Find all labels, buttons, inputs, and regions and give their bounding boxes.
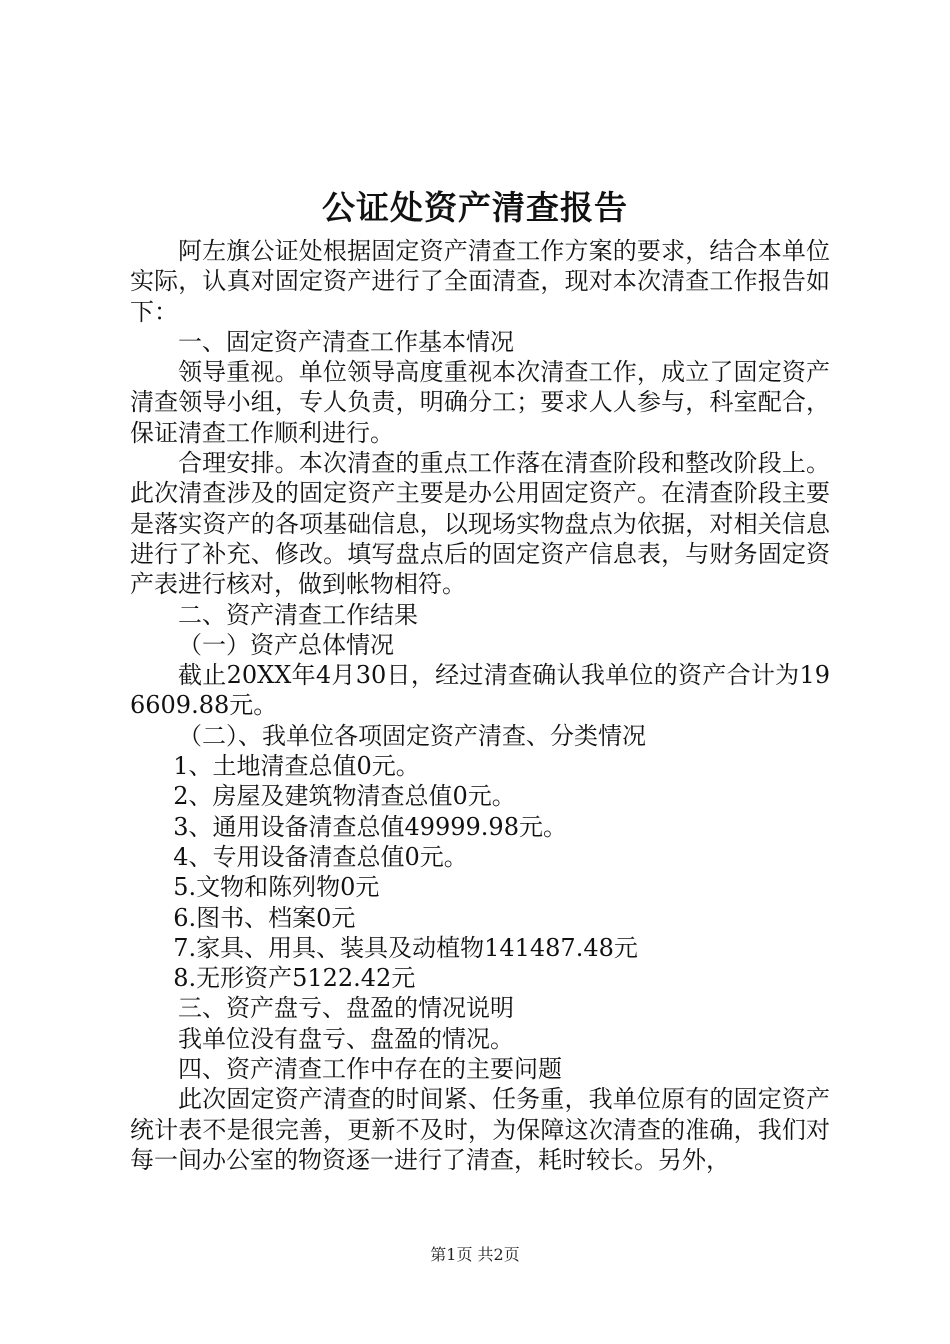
list-item: 8.无形资产5122.42元: [173, 964, 416, 993]
list-item: 3、通用设备清查总值49999.98元。: [173, 812, 567, 841]
list-item: 7.家具、用具、装具及动植物141487.48元: [173, 933, 638, 962]
section-heading-2: 二、资产清查工作结果: [178, 600, 418, 629]
section-heading-4: 四、资产清查工作中存在的主要问题: [178, 1055, 562, 1084]
paragraph-arrangement: 合理安排。本次清查的重点工作落在清查阶段和整改阶段上。此次清查涉及的固定资产主要是办公用固定资产。在清查阶段主要是落实资产的各项基础信息，以现场实物盘点为依据，对相关信息进行了补充、修改。填写盘点后的固定资产信息表，与财务固定资产表进行核对，做到帐物相符。: [130, 449, 830, 599]
list-item: 2、房屋及建筑物清查总值0元。: [173, 782, 516, 811]
paragraph-intro: 阿左旗公证处根据固定资产清查工作方案的要求，结合本单位实际，认真对固定资产进行了全面清查，现对本次清查工作报告如下：: [130, 237, 830, 326]
subsection-heading-2: （二）、我单位各项固定资产清查、分类情况: [178, 721, 646, 750]
paragraph-leadership: 领导重视。单位领导高度重视本次清查工作，成立了固定资产清查领导小组，专人负责，明确分工；要求人人参与，科室配合，保证清查工作顺利进行。: [130, 358, 830, 447]
list-item: 1、土地清查总值0元。: [173, 752, 420, 781]
document-body: [130, 236, 830, 1175]
list-item: 5.文物和陈列物0元: [173, 873, 380, 902]
list-item: 6.图书、档案0元: [173, 903, 356, 932]
paragraph-total-assets: 截止20XX年4月30日，经过清查确认我单位的资产合计为196609.88元。: [130, 661, 830, 720]
subsection-heading-1: （一）资产总体情况: [178, 630, 394, 659]
paragraph-problems: 此次固定资产清查的时间紧、任务重，我单位原有的固定资产统计表不是很完善，更新不及时，为保障这次清查的准确，我们对每一间办公室的物资逐一进行了清查，耗时较长。另外，: [130, 1085, 830, 1174]
paragraph-no-discrepancy: 我单位没有盘亏、盘盈的情况。: [178, 1024, 514, 1053]
list-item: 4、专用设备清查总值0元。: [173, 842, 468, 871]
document-title: 公证处资产清查报告: [322, 188, 628, 227]
section-heading-1: 一、固定资产清查工作基本情况: [178, 327, 514, 356]
section-heading-3: 三、资产盘亏、盘盈的情况说明: [178, 994, 514, 1023]
page-number-footer: 第1页 共2页: [430, 1245, 520, 1264]
